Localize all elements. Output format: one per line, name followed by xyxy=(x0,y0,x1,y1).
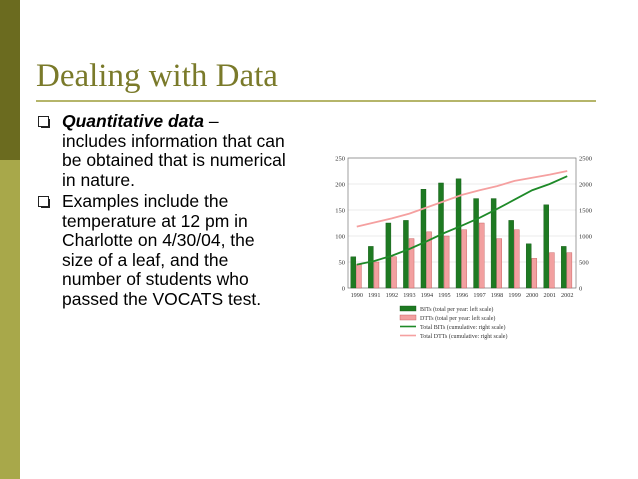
bullet-list xyxy=(36,112,286,311)
bits-bar xyxy=(403,220,408,288)
legend-label: BITs (total per year: left scale) xyxy=(420,307,494,313)
dtts-bar xyxy=(444,236,449,288)
bullet-item-examples xyxy=(36,192,286,309)
dtts-bar xyxy=(514,230,519,288)
left-tick-label: 150 xyxy=(335,207,345,215)
x-tick-label: 1991 xyxy=(368,292,381,299)
legend-label: Total BITs (cumulative: right scale) xyxy=(420,325,506,331)
dtts-bar xyxy=(549,253,554,288)
bits-bar xyxy=(421,189,426,288)
bits-bar xyxy=(509,220,514,288)
legend-swatch xyxy=(400,306,416,311)
dtts-bar xyxy=(567,253,572,288)
dtts-bar xyxy=(497,239,502,288)
right-tick-label: 2500 xyxy=(579,155,592,163)
bullet-item-quantitative xyxy=(36,112,286,190)
x-tick-label: 1998 xyxy=(490,292,504,299)
bullet-text: Examples include the temperature at 12 pm in Charlotte on 4/30/04, the size of a leaf, and the number of students who passed the VOCATS test. xyxy=(62,191,262,309)
left-tick-label: 250 xyxy=(335,155,345,163)
slide-title: Dealing with Data xyxy=(36,58,278,94)
x-tick-label: 1990 xyxy=(350,292,363,299)
left-tick-label: 50 xyxy=(338,259,345,267)
bits-bar xyxy=(474,199,479,288)
x-tick-label: 1994 xyxy=(420,292,434,299)
left-tick-label: 0 xyxy=(341,285,345,293)
left-accent-bar-dark xyxy=(0,0,20,160)
bullet-text: – includes information that can be obtained that is numerical in nature. xyxy=(62,111,286,190)
dtts-bar xyxy=(356,265,361,288)
right-tick-label: 1000 xyxy=(579,233,592,241)
bits-bar xyxy=(561,246,566,288)
total-dtts-line xyxy=(357,171,567,227)
legend-label: DTTs (total per year: left scale) xyxy=(420,316,496,322)
left-tick-label: 100 xyxy=(335,233,345,241)
bits-bar xyxy=(351,257,356,288)
right-tick-label: 500 xyxy=(579,259,589,267)
right-tick-label: 2000 xyxy=(579,181,592,189)
x-tick-label: 1999 xyxy=(508,292,521,299)
x-tick-label: 1997 xyxy=(473,292,486,299)
bits-dtts-chart xyxy=(318,150,592,355)
dtts-bar xyxy=(391,257,396,288)
left-tick-label: 200 xyxy=(335,181,345,189)
x-tick-label: 1993 xyxy=(403,292,416,299)
x-tick-label: 2002 xyxy=(561,292,574,299)
left-accent-bar-light xyxy=(0,160,20,479)
square-bullet-icon xyxy=(38,196,49,207)
x-tick-label: 2001 xyxy=(543,292,556,299)
x-tick-label: 2000 xyxy=(525,292,539,299)
x-tick-label: 1995 xyxy=(438,292,451,299)
dtts-bar xyxy=(409,239,414,288)
bits-bar xyxy=(526,244,531,288)
dtts-bar xyxy=(462,230,467,288)
bullet-emphasis: Quantitative data xyxy=(62,111,204,131)
bits-bar xyxy=(544,205,549,288)
dtts-bar xyxy=(374,262,379,288)
right-tick-label: 1500 xyxy=(579,207,592,215)
legend-swatch xyxy=(400,315,416,320)
x-tick-label: 1992 xyxy=(385,292,399,299)
dtts-bar xyxy=(532,258,537,288)
title-underline xyxy=(36,100,596,102)
right-tick-label: 0 xyxy=(579,285,583,293)
bits-bar xyxy=(368,246,373,288)
square-bullet-icon xyxy=(38,116,49,127)
x-tick-label: 1996 xyxy=(455,292,469,299)
dtts-bar xyxy=(479,223,484,288)
legend-label: Total DTTs (cumulative: right scale) xyxy=(420,334,508,340)
